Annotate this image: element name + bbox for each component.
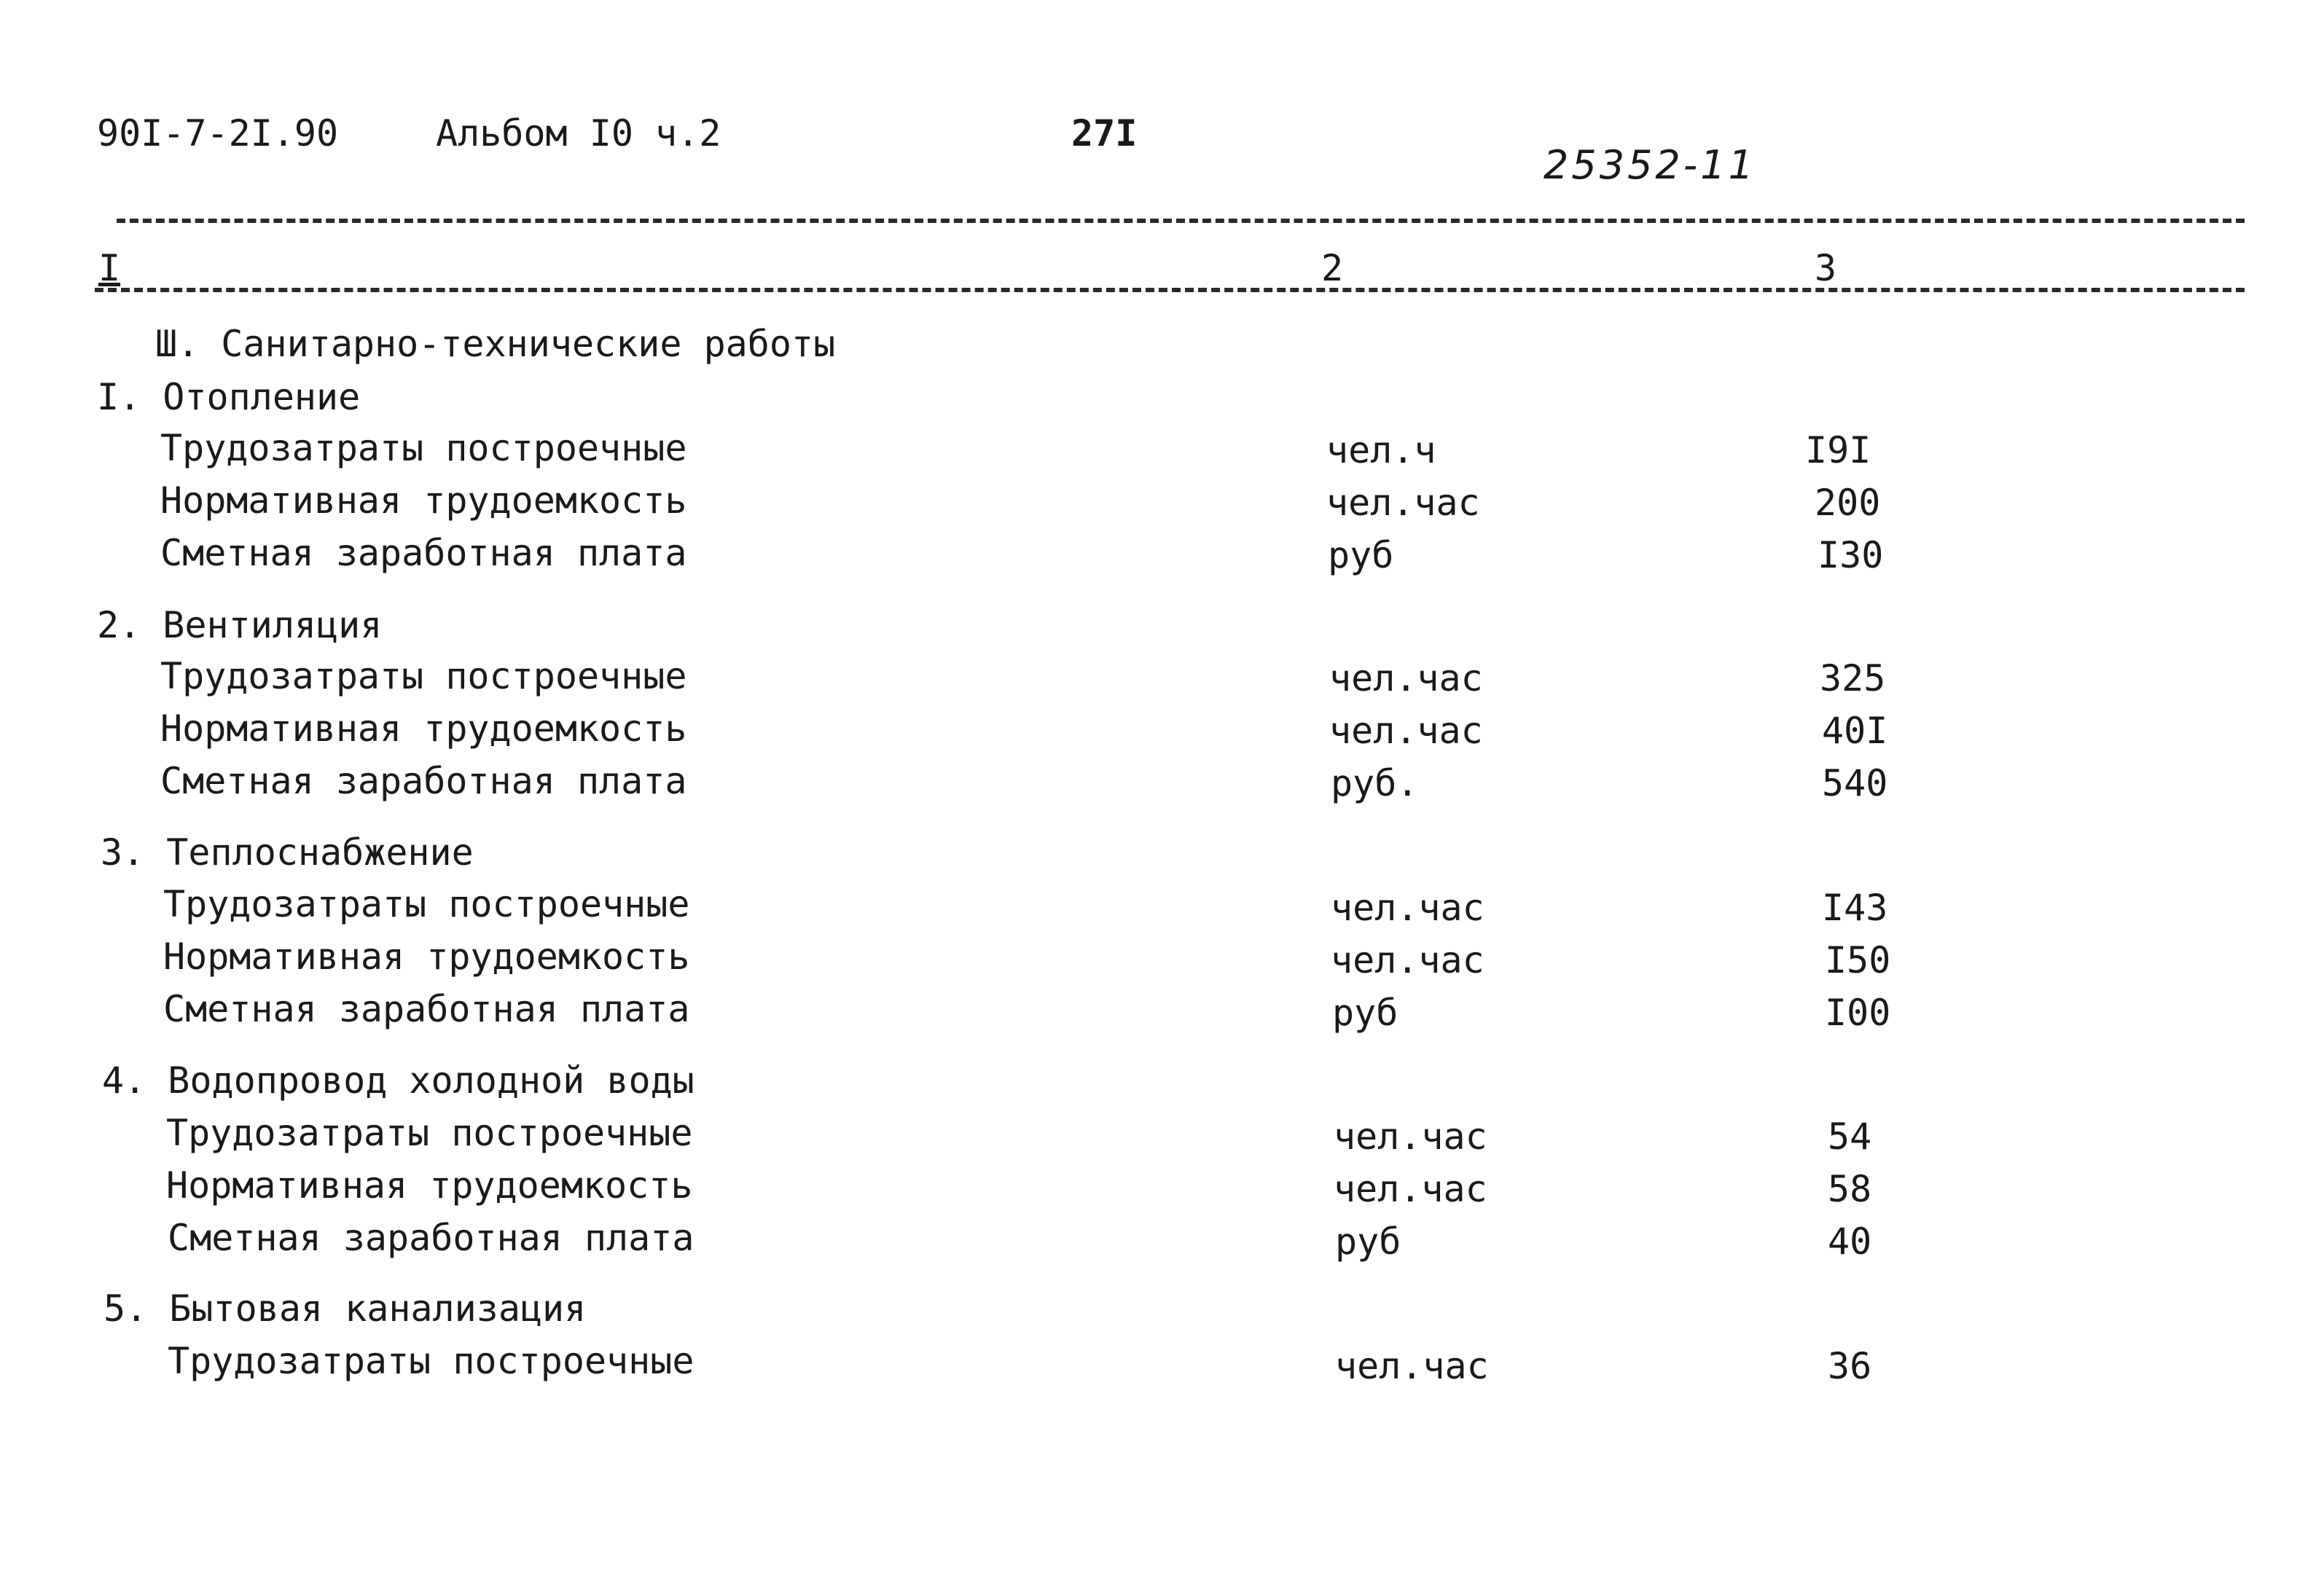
column-number-3: 3 [1815, 247, 1837, 289]
page-number: 27I [1071, 112, 1138, 154]
row-value: I30 [1818, 534, 1884, 576]
column-number-2: 2 [1321, 247, 1344, 289]
row-unit: руб [1328, 534, 1394, 576]
document-code: 90I-7-2I.90 [97, 112, 339, 154]
group-title: 5. Бытовая канализация [103, 1287, 587, 1330]
row-name: Сметная заработная плата [160, 532, 687, 574]
row-value: 54 [1828, 1115, 1872, 1158]
header-rule-bottom [95, 288, 2245, 292]
row-value: I50 [1825, 939, 1891, 981]
handwritten-code: 25352-11 [1544, 142, 1756, 188]
row-name: Нормативная трудоемкость [160, 707, 687, 750]
section-title: Ш. Санитарно-технические работы [155, 323, 836, 365]
row-unit: чел.час [1326, 482, 1480, 524]
row-unit: чел.час [1335, 1345, 1489, 1387]
row-value: 325 [1820, 657, 1886, 699]
row-unit: руб [1332, 992, 1398, 1034]
row-unit: чел.час [1329, 657, 1483, 699]
row-value: I43 [1822, 887, 1888, 929]
column-number-1: I [98, 247, 121, 289]
row-name: Нормативная трудоемкость [160, 479, 687, 522]
row-name: Трудозатраты построечные [166, 1112, 693, 1154]
row-name: Сметная заработная плата [160, 760, 687, 802]
row-name: Трудозатраты построечные [160, 427, 687, 469]
row-value: 40 [1828, 1220, 1872, 1263]
header-rule-top [117, 219, 2245, 223]
row-value: 200 [1815, 482, 1881, 524]
row-name: Сметная заработная плата [163, 988, 690, 1030]
row-unit: чел.ч [1326, 429, 1436, 471]
row-value: I00 [1825, 992, 1891, 1034]
row-value: 36 [1828, 1345, 1872, 1387]
row-name: Трудозатраты построечные [168, 1340, 695, 1382]
row-value: 58 [1828, 1168, 1872, 1210]
row-value: 40I [1822, 710, 1888, 752]
group-title: 2. Вентиляция [97, 604, 383, 646]
row-value: I9I [1805, 429, 1871, 471]
group-title: 3. Теплоснабжение [101, 831, 474, 874]
album-label: Альбом I0 ч.2 [436, 112, 721, 154]
row-unit: чел.час [1329, 710, 1483, 752]
row-name: Трудозатраты построечные [160, 655, 687, 697]
row-name: Сметная заработная плата [168, 1217, 695, 1259]
row-unit: руб. [1331, 762, 1419, 804]
row-unit: чел.час [1331, 939, 1484, 981]
group-title: I. Отопление [97, 376, 361, 418]
row-name: Нормативная трудоемкость [166, 1164, 693, 1207]
row-name: Нормативная трудоемкость [163, 936, 690, 978]
row-unit: чел.час [1334, 1115, 1487, 1158]
row-value: 540 [1822, 762, 1888, 804]
row-unit: руб [1335, 1220, 1401, 1263]
row-unit: чел.час [1334, 1168, 1487, 1210]
group-title: 4. Водопровод холодной воды [102, 1059, 695, 1102]
row-unit: чел.час [1331, 887, 1484, 929]
row-name: Трудозатраты построечные [163, 883, 690, 925]
